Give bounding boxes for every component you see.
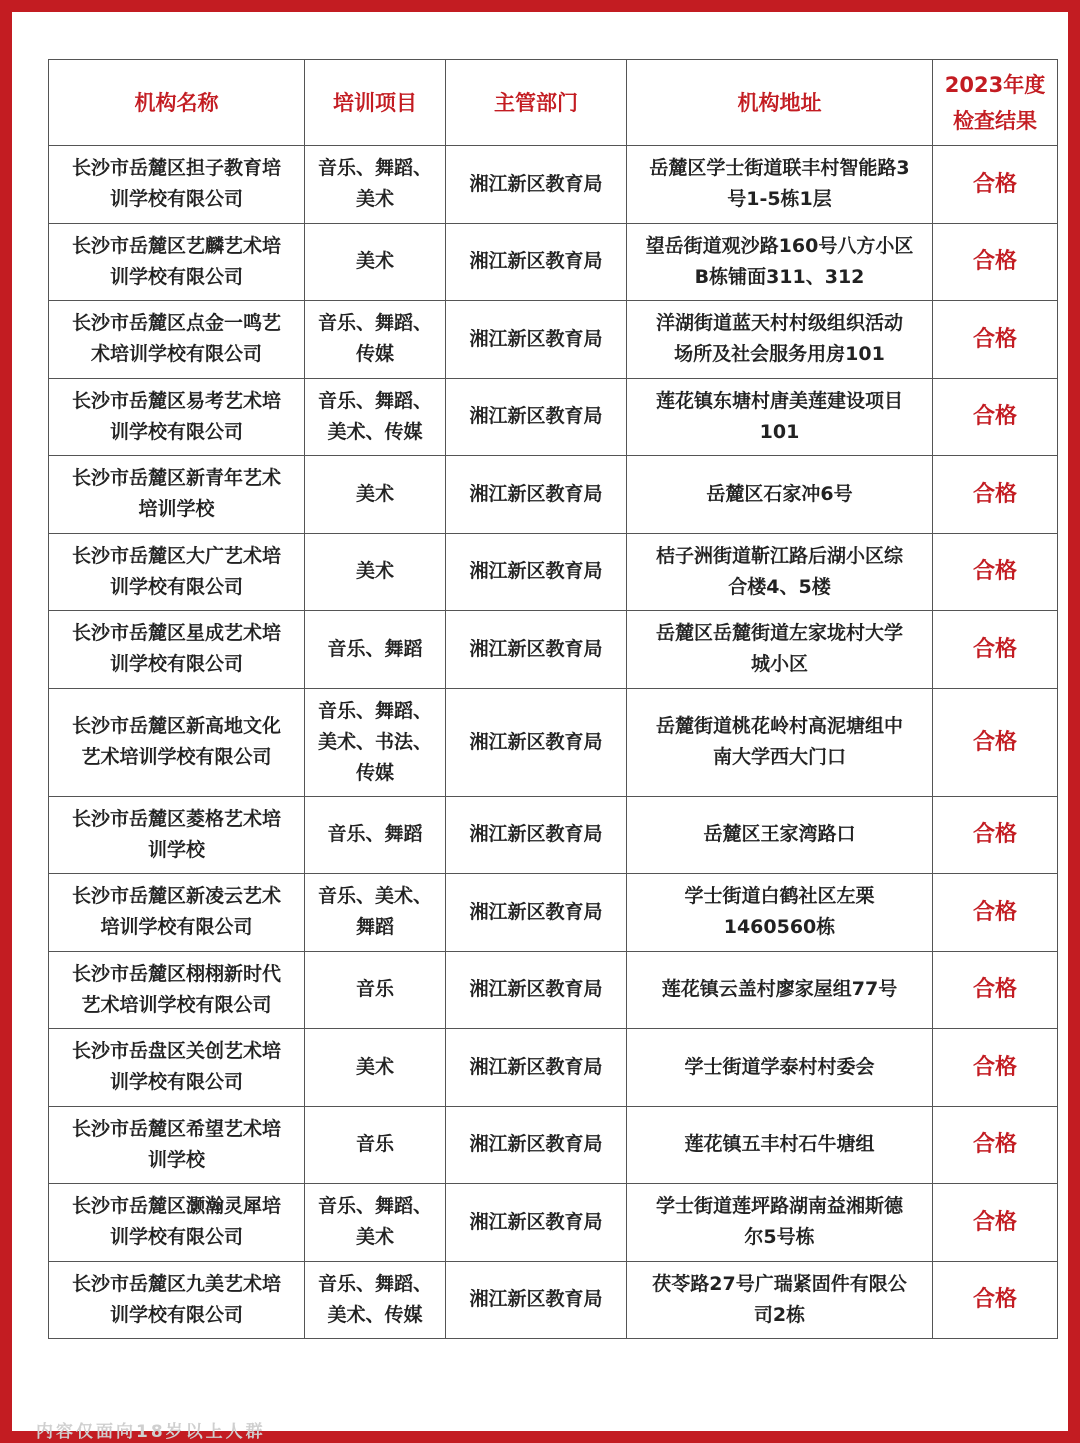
cell-department: 湘江新区教育局 [446,456,627,534]
table-header-row [49,60,1058,146]
cell-department: 湘江新区教育局 [446,223,627,301]
table-row [49,1184,1058,1262]
cell-result: 合格 [933,301,1058,379]
cell-training-program-line: 传媒 [355,343,394,366]
cell-institution-name-line: 训学校有限公司 [109,653,243,676]
cell-address-line: 学士街道学泰村村委会 [684,1055,875,1078]
table-row [49,688,1058,796]
cell-training-program [305,1261,446,1339]
cell-institution-name [49,1261,305,1339]
cell-department: 湘江新区教育局 [446,951,627,1029]
cell-address-line: 望岳街道观沙路160号八方小区 [645,234,914,257]
cell-address-line: 学士街道莲坪路湖南益湘斯德 [655,1195,903,1218]
cell-department: 湘江新区教育局 [446,1184,627,1262]
cell-result: 合格 [933,1261,1058,1339]
cell-institution-name-line: 长沙市岳麓区担子教育培 [71,157,281,180]
cell-address-line: 101 [759,420,800,443]
cell-training-program-line: 音乐、舞蹈、 [317,1195,432,1218]
cell-address-line: 岳麓区岳麓街道左家垅村大学 [655,622,903,645]
cell-address-line: 莲花镇东塘村唐美莲建设项目 [655,389,903,412]
cell-institution-name-line: 长沙市岳盘区关创艺术培 [71,1040,281,1063]
cell-result: 合格 [933,1106,1058,1184]
cell-institution-name-line: 培训学校有限公司 [100,916,253,939]
cell-address [627,688,933,796]
table-row [49,1106,1058,1184]
cell-institution-name-line: 长沙市岳麓区新凌云艺术 [71,885,281,908]
cell-address-line: 合楼4、5楼 [728,575,831,598]
cell-institution-name-line: 艺术培训学校有限公司 [81,746,272,768]
cell-institution-name [49,533,305,611]
cell-institution-name [49,796,305,874]
cell-address-line: 岳麓区王家湾路口 [703,823,856,846]
cell-address-line: 莲花镇云盖村廖家屋组77号 [661,978,898,1001]
cell-institution-name-line: 训学校有限公司 [109,1303,243,1326]
cell-address [627,611,933,689]
cell-training-program-line: 美术 [355,1055,394,1078]
cell-training-program [305,951,446,1029]
cell-result: 合格 [933,951,1058,1029]
cell-department: 湘江新区教育局 [446,874,627,952]
cell-institution-name [49,378,305,456]
header-result-year: 2023年度 [944,72,1046,97]
cell-institution-name [49,301,305,379]
table-row [49,301,1058,379]
cell-training-program-line: 音乐、舞蹈 [327,637,423,660]
cell-result: 合格 [933,1184,1058,1262]
cell-institution-name-line: 训学校有限公司 [109,575,243,598]
cell-address [627,796,933,874]
cell-result: 合格 [933,796,1058,874]
cell-address-line: 学士街道白鹤社区左栗 [684,885,875,908]
cell-training-program [305,146,446,224]
cell-institution-name-line: 长沙市岳麓区九美艺术培 [71,1272,281,1295]
cell-training-program [305,223,446,301]
cell-result: 合格 [933,688,1058,796]
cell-institution-name-line: 训学校有限公司 [109,265,243,288]
cell-address-line: 岳麓街道桃花岭村高泥塘组中 [655,715,903,737]
cell-address [627,223,933,301]
cell-institution-name-line: 长沙市岳麓区菱格艺术培 [71,807,281,830]
cell-institution-name-line: 训学校有限公司 [109,1071,243,1094]
cell-institution-name-line: 培训学校 [138,498,215,521]
cell-institution-name-line: 长沙市岳麓区新高地文化 [71,715,281,737]
cell-address-line: 尔5号栋 [744,1226,815,1249]
cell-training-program [305,1184,446,1262]
header-result [933,60,1058,146]
cell-training-program-line: 音乐 [355,1133,394,1156]
cell-institution-name-line: 训学校 [147,838,205,861]
cell-department: 湘江新区教育局 [446,1029,627,1107]
cell-institution-name-line: 训学校有限公司 [109,188,243,211]
cell-address [627,1106,933,1184]
cell-institution-name [49,1029,305,1107]
cell-training-program [305,533,446,611]
cell-training-program-line: 美术 [355,1226,394,1249]
cell-training-program [305,688,446,796]
cell-institution-name-line: 长沙市岳麓区易考艺术培 [71,389,281,412]
cell-training-program-line: 音乐 [355,978,394,1001]
cell-address [627,1261,933,1339]
cell-department: 湘江新区教育局 [446,1106,627,1184]
header-institution-name: 机构名称 [49,60,305,146]
cell-address [627,456,933,534]
cell-address-line: B栋铺面311、312 [694,265,865,288]
cell-department: 湘江新区教育局 [446,688,627,796]
header-department: 主管部门 [446,60,627,146]
table-row [49,796,1058,874]
cell-address-line: 洋湖街道蓝天村村级组织活动 [655,312,903,335]
table-row [49,611,1058,689]
cell-result: 合格 [933,223,1058,301]
cell-address-line: 司2栋 [753,1303,806,1326]
cell-training-program-line: 美术 [355,560,394,583]
cell-institution-name [49,688,305,796]
cell-institution-name-line: 长沙市岳麓区大广艺术培 [71,544,281,567]
cell-training-program [305,796,446,874]
cell-result: 合格 [933,611,1058,689]
cell-institution-name-line: 长沙市岳麓区新青年艺术 [71,467,281,490]
cell-institution-name-line: 艺术培训学校有限公司 [81,993,272,1016]
cell-training-program [305,456,446,534]
cell-address-line: 莲花镇五丰村石牛塘组 [684,1133,875,1156]
cell-training-program-line: 美术 [355,482,394,505]
table-row [49,874,1058,952]
cell-institution-name [49,611,305,689]
cell-institution-name-line: 训学校有限公司 [109,420,243,443]
cell-department: 湘江新区教育局 [446,533,627,611]
cell-address [627,301,933,379]
cell-institution-name [49,146,305,224]
age-notice: 内容仅面向18岁以上人群 [36,1422,266,1442]
cell-training-program [305,378,446,456]
cell-address-line: 场所及社会服务用房101 [674,343,885,366]
table-row [49,1261,1058,1339]
table-row [49,533,1058,611]
inspection-table [48,59,1058,1339]
cell-training-program-line: 美术 [355,188,394,211]
cell-address-line: 城小区 [750,653,808,676]
cell-result: 合格 [933,146,1058,224]
cell-institution-name-line: 长沙市岳麓区灏瀚灵犀培 [71,1195,281,1218]
cell-department: 湘江新区教育局 [446,1261,627,1339]
cell-address-line: 茯苓路27号广瑞紧固件有限公 [652,1272,907,1295]
cell-result: 合格 [933,1029,1058,1107]
cell-institution-name-line: 长沙市岳麓区点金一鸣艺 [71,312,281,335]
cell-training-program-line: 美术、书法、 [317,730,432,753]
header-training-program: 培训项目 [305,60,446,146]
cell-training-program [305,301,446,379]
cell-training-program-line: 音乐、美术、 [317,885,432,908]
cell-address-line: 桔子洲街道靳江路后湖小区综 [655,544,903,567]
cell-department: 湘江新区教育局 [446,611,627,689]
cell-institution-name [49,223,305,301]
table-row [49,146,1058,224]
cell-address [627,146,933,224]
cell-training-program-line: 美术、传媒 [327,420,423,443]
table-row [49,951,1058,1029]
cell-address [627,1184,933,1262]
cell-training-program [305,1029,446,1107]
cell-institution-name-line: 长沙市岳麓区星成艺术培 [71,622,281,645]
cell-address [627,1029,933,1107]
header-address: 机构地址 [627,60,933,146]
cell-institution-name [49,951,305,1029]
cell-training-program [305,611,446,689]
cell-training-program [305,1106,446,1184]
table-row [49,1029,1058,1107]
header-result-label: 检查结果 [953,108,1037,133]
cell-department: 湘江新区教育局 [446,301,627,379]
cell-address-line: 岳麓区石家冲6号 [706,482,853,505]
cell-training-program-line: 美术、传媒 [327,1303,423,1326]
cell-institution-name [49,1184,305,1262]
cell-training-program-line: 舞蹈 [355,916,394,939]
cell-institution-name [49,1106,305,1184]
cell-address [627,874,933,952]
cell-institution-name-line: 训学校 [147,1148,205,1171]
cell-department: 湘江新区教育局 [446,146,627,224]
cell-training-program-line: 美术 [355,250,394,273]
cell-address-line: 1460560栋 [723,916,836,939]
cell-training-program-line: 音乐、舞蹈、 [317,389,432,412]
cell-institution-name [49,456,305,534]
cell-training-program-line: 音乐、舞蹈 [327,823,423,846]
cell-address-line: 南大学西大门口 [712,746,846,768]
cell-institution-name-line: 长沙市岳麓区艺麟艺术培 [71,234,281,257]
cell-result: 合格 [933,533,1058,611]
cell-training-program-line: 音乐、舞蹈、 [317,1272,432,1295]
table-row [49,378,1058,456]
cell-training-program-line: 音乐、舞蹈、 [317,157,432,180]
cell-training-program-line: 传媒 [355,761,394,784]
cell-address-line: 号1-5栋1层 [727,188,832,211]
table-row [49,223,1058,301]
table-row [49,456,1058,534]
cell-institution-name-line: 长沙市岳麓区希望艺术培 [71,1117,281,1140]
cell-address [627,533,933,611]
cell-result: 合格 [933,456,1058,534]
cell-training-program [305,874,446,952]
cell-training-program-line: 音乐、舞蹈、 [317,699,432,722]
cell-institution-name [49,874,305,952]
cell-department: 湘江新区教育局 [446,378,627,456]
cell-result: 合格 [933,874,1058,952]
cell-address-line: 岳麓区学士街道联丰村智能路3 [649,157,910,180]
cell-department: 湘江新区教育局 [446,796,627,874]
cell-address [627,951,933,1029]
cell-institution-name-line: 训学校有限公司 [109,1226,243,1249]
cell-institution-name-line: 术培训学校有限公司 [90,343,262,366]
cell-institution-name-line: 长沙市岳麓区栩栩新时代 [71,962,281,985]
cell-result: 合格 [933,378,1058,456]
cell-training-program-line: 音乐、舞蹈、 [317,312,432,335]
cell-address [627,378,933,456]
